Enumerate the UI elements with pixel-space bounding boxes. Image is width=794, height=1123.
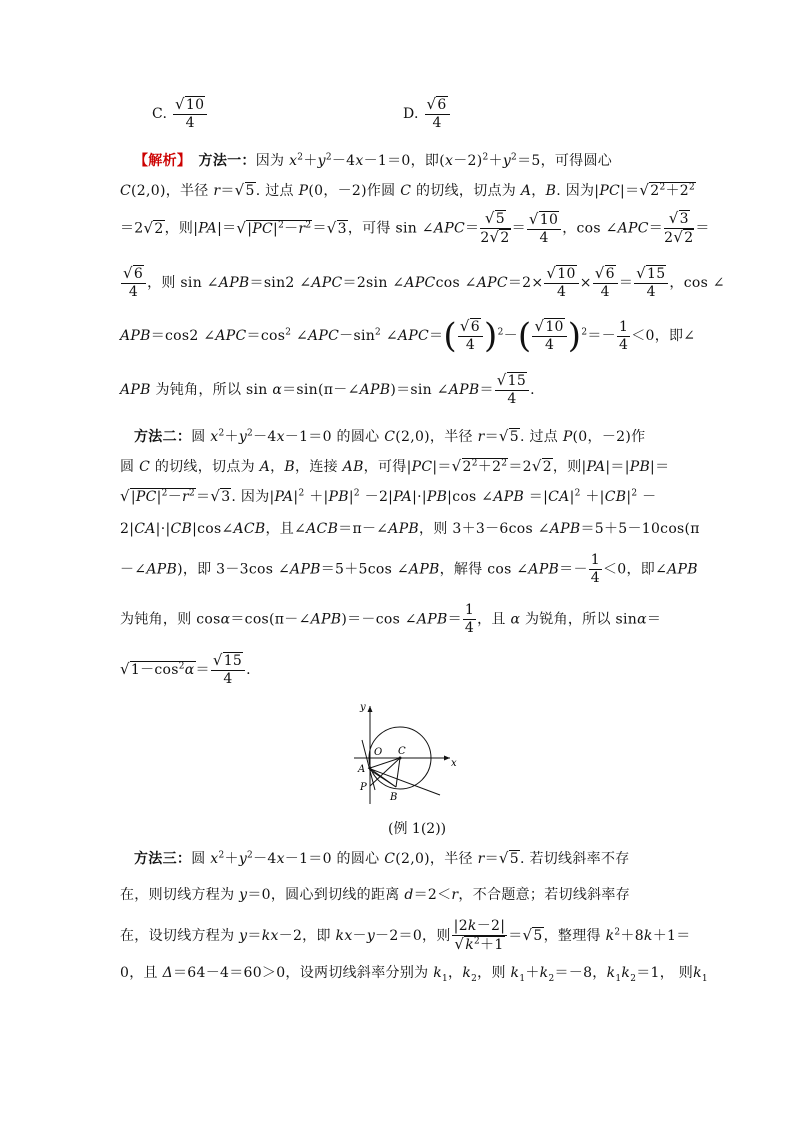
solution-tag: 【解析】 — [134, 153, 185, 169]
segment-cb — [396, 758, 400, 787]
method1-line1: 【解析】 方法一：因为 $x^2+y^2-4x-1=0$，即$(x-2)^2+y^2=5$，可得圆心 — [134, 152, 613, 169]
method3-line1: 方法三：圆 $x^2+y^2-4x-1=0$ 的圆心 C(2,0)，半径 r＝√5. 若切线斜率不存 — [134, 849, 630, 867]
method2-line5: －∠APB)，即 3－3cos ∠APB＝5＋5cos ∠APB，解得 cos ∠APB＝－ $\frac{1}{4}$ ＜0，即∠APB — [120, 552, 698, 586]
method2-line4: 2|CA|·|CB|cos∠ACB，且∠ACB＝π－∠APB，则 3＋3－6cos ∠APB＝5＋5－10cos(π — [120, 521, 700, 537]
method2-line6: 为钝角，则 cosα＝cos(π－∠APB)＝－cos ∠APB＝ $\frac{1}{4}$ ，且 α 为锐角，所以 sinα＝ — [120, 602, 662, 636]
label-a: A — [358, 764, 366, 775]
method1-line6: APB 为钝角，所以 sin α＝sin(π－∠APB)＝sin ∠APB＝ $\frac{√15}{4}$ . — [120, 371, 535, 407]
method1-title: 方法一： — [198, 153, 256, 169]
label-b: B — [390, 792, 398, 803]
method1-line3: ＝2√2，则$|PA|=√|PC|^2-r^2=√3$，可得 sin ∠APC＝ $\frac{√5}{2√2}$ ＝ $\frac{√10}{4}$ ，cos ∠APC＝ $\frac{√3}{2√2}$ ＝ — [120, 209, 710, 246]
label-o: O — [374, 747, 383, 758]
method1-line5: APB＝cos2 $\angle APC=\cos^2$ $\angle APC-\sin^2$ ∠APC＝( $\frac{√6}{4}$ )$^2$－( $\frac{√10}{4}$ )$^2$＝－ $\frac{1}{4}$ ＜0，即∠ — [120, 316, 696, 356]
label-c: C — [398, 746, 406, 757]
figure-caption: (例 1(2)) — [388, 821, 447, 837]
option-d-label: D. — [403, 106, 419, 122]
option-c: C. $\frac{√10}{4}$ — [152, 96, 208, 132]
method2-line1: 方法二：圆 $x^2+y^2-4x-1=0$ 的圆心 C(2,0)，半径 r＝√5. 过点 P(0，－2)作 — [134, 427, 646, 445]
option-c-label: C. — [152, 106, 168, 122]
method3-title: 方法三： — [134, 851, 192, 867]
method3-line3: 在，设切线方程为 y＝kx－2，即 kx－y－2＝0，则 $\frac{|2k-2|}{√k^2+1}$ ＝√5，整理得 $k^2+8k+1=$ — [120, 918, 691, 953]
tangent-line-b — [368, 768, 440, 795]
method2-line2: 圆 C 的切线，切点为 A，B，连接 AB，可得$|PC|=√2^2+2^2=2√2$，则|PA|＝|PB|＝ — [120, 457, 670, 475]
method2-line3: $√|PC|^2-r^2=√3$. 因为$|PA|^2 +|PB|^2 -2|PA|\cdot|PB|\cos$ ∠APB $=|CA|^2 +|CB|^2$ － — [120, 487, 657, 505]
option-d: D. $\frac{√6}{4}$ — [403, 96, 451, 132]
method2-line7: $√1-\cos^2\alpha=$ $\frac{√15}{4}$ . — [120, 651, 251, 687]
method3-line2: 在，则切线方程为 y＝0，圆心到切线的距离 d＝2＜r，不合题意；若切线斜率存 — [120, 887, 631, 903]
method3-line4: 0，且 Δ＝64－4＝60＞0，设两切线斜率分别为 $k_1$，$k_2$，则 $k_1+k_2=-8$，$k_1k_2=1$， 则$k_1$ — [120, 965, 708, 984]
segment-ca — [370, 758, 400, 768]
label-p: P — [360, 782, 367, 793]
method1-line4: $\frac{√6}{4}$ ，则 sin ∠APB＝sin2 ∠APC＝2sin ∠APCcos ∠APC＝2× $\frac{√10}{4}$ × $\frac{√6}{4}$ ＝ $\frac{√15}{4}$ ，cos ∠ — [123, 264, 725, 300]
figure-diagram — [340, 700, 460, 810]
x-axis-label: x — [451, 758, 457, 769]
method1-line2: C(2,0)，半径 r＝√5. 过点 P(0，－2)作圆 C 的切线，切点为 A，B. 因为$|PC|=√2^2+2^2$ — [120, 181, 696, 199]
y-axis-label: y — [360, 702, 366, 713]
method2-title: 方法二： — [134, 429, 192, 445]
